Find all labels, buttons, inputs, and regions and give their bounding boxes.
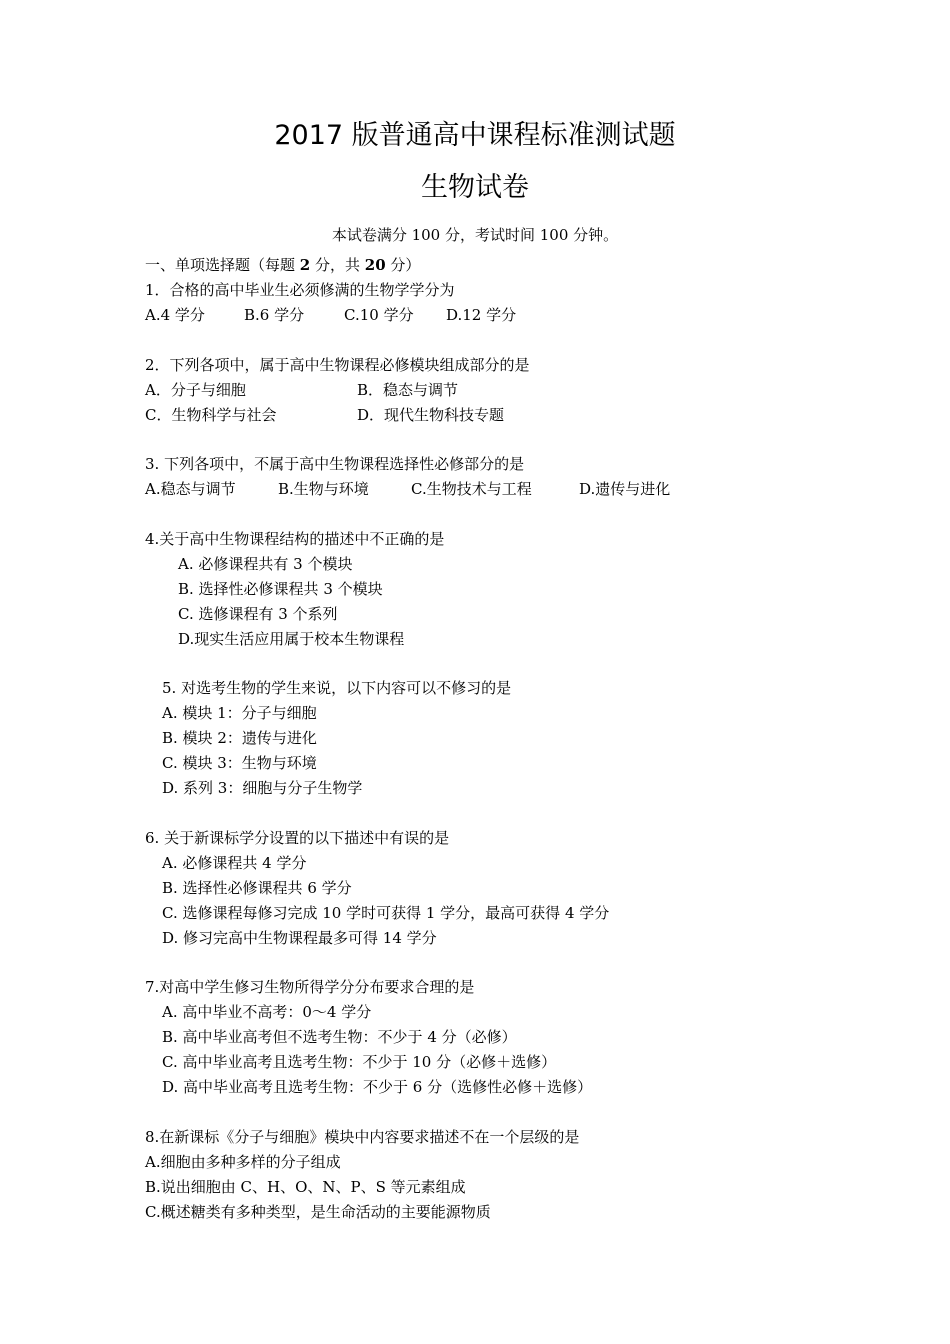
question-6-option-d: D. 修习完高中生物课程最多可得 14 学分 xyxy=(162,929,437,947)
question-7-option-c: C. 高中毕业高考且选考生物：不少于 10 分（必修＋选修） xyxy=(162,1053,557,1071)
question-5-option-b: B. 模块 2：遗传与进化 xyxy=(162,729,317,747)
question-2-option-b: B．稳态与调节 xyxy=(357,381,459,399)
exam-intro: 本试卷满分 100 分，考试时间 100 分钟。 xyxy=(331,226,619,244)
question-4-option-b: B. 选择性必修课程共 3 个模块 xyxy=(178,580,383,598)
question-3-option-c: C.生物技术与工程 xyxy=(411,480,532,498)
question-1-option-a: A.4 学分 xyxy=(145,306,205,324)
question-7-option-a: A. 高中毕业不高考：0～4 学分 xyxy=(162,1003,372,1021)
question-3-option-b: B.生物与环境 xyxy=(278,480,369,498)
question-7-option-b: B. 高中毕业高考但不选考生物：不少于 4 分（必修） xyxy=(162,1028,517,1046)
question-5-option-c: C. 模块 3：生物与环境 xyxy=(162,754,317,772)
question-2-stem: 2．下列各项中，属于高中生物课程必修模块组成部分的是 xyxy=(145,356,530,374)
question-4-stem: 4.关于高中生物课程结构的描述中不正确的是 xyxy=(145,530,445,548)
question-8-option-b: B.说出细胞由 C、H、O、N、P、S 等元素组成 xyxy=(145,1178,466,1196)
question-4-option-c: C. 选修课程有 3 个系列 xyxy=(178,605,338,623)
question-6-option-a: A. 必修课程共 4 学分 xyxy=(162,854,307,872)
question-5-stem: 5. 对选考生物的学生来说，以下内容可以不修习的是 xyxy=(162,679,512,697)
question-2-option-d: D．现代生物科技专题 xyxy=(357,406,505,424)
question-6-option-c: C. 选修课程每修习完成 10 学时可获得 1 学分，最高可获得 4 学分 xyxy=(162,904,610,922)
question-4-option-a: A. 必修课程共有 3 个模块 xyxy=(178,555,353,573)
question-6-option-b: B. 选择性必修课程共 6 学分 xyxy=(162,879,352,897)
question-8-stem: 8.在新课标《分子与细胞》模块中内容要求描述不在一个层级的是 xyxy=(145,1128,580,1146)
question-2-option-c: C．生物科学与社会 xyxy=(145,406,277,424)
question-4-option-d: D.现实生活应用属于校本生物课程 xyxy=(178,630,405,648)
question-1-stem: 1．合格的高中毕业生必须修满的生物学学分为 xyxy=(145,281,455,299)
question-1-option-c: C.10 学分 xyxy=(344,306,414,324)
section-heading: 一、单项选择题（每题 2 分，共 20 分） xyxy=(145,256,421,274)
question-8-option-c: C.概述糖类有多种类型，是生命活动的主要能源物质 xyxy=(145,1203,491,1221)
question-1-option-b: B.6 学分 xyxy=(244,306,305,324)
question-3-option-a: A.稳态与调节 xyxy=(145,480,236,498)
question-5-option-a: A. 模块 1：分子与细胞 xyxy=(162,704,317,722)
question-6-stem: 6. 关于新课标学分设置的以下描述中有误的是 xyxy=(145,829,450,847)
question-3-option-d: D.遗传与进化 xyxy=(579,480,671,498)
question-2-option-a: A．分子与细胞 xyxy=(145,381,246,399)
question-7-stem: 7.对高中学生修习生物所得学分分布要求合理的是 xyxy=(145,978,475,996)
question-3-stem: 3. 下列各项中，不属于高中生物课程选择性必修部分的是 xyxy=(145,455,525,473)
question-7-option-d: D. 高中毕业高考且选考生物：不少于 6 分（选修性必修＋选修） xyxy=(162,1078,593,1096)
exam-title: 2017 版普通高中课程标准测试题 xyxy=(274,120,676,151)
question-5-option-d: D. 系列 3：细胞与分子生物学 xyxy=(162,779,363,797)
exam-subtitle: 生物试卷 xyxy=(421,172,529,203)
question-1-option-d: D.12 学分 xyxy=(446,306,517,324)
question-8-option-a: A.细胞由多种多样的分子组成 xyxy=(145,1153,341,1171)
